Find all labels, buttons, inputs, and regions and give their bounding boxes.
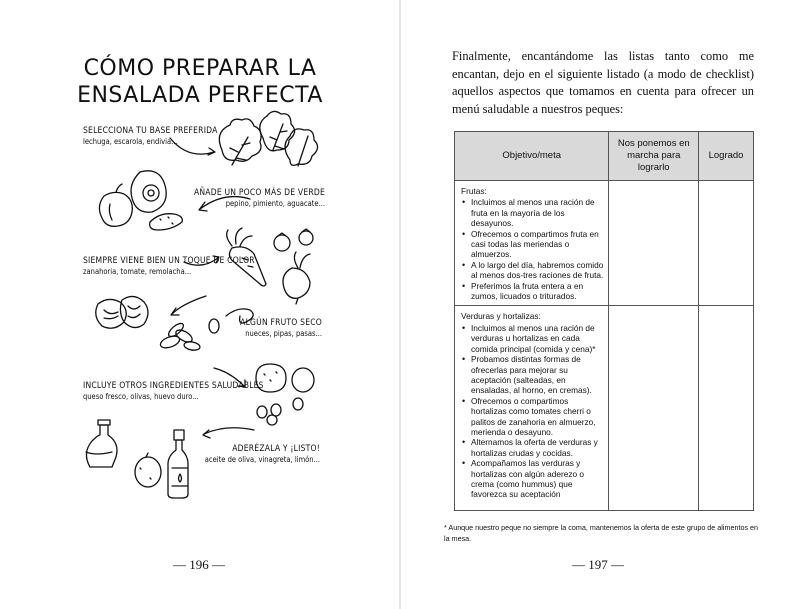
- lemon-icon: [135, 453, 161, 487]
- action-cell[interactable]: [609, 181, 699, 306]
- step-green: [194, 188, 325, 209]
- list-item: • Preferimos la fruta entera a en zumos, licuados o triturados.: [471, 281, 604, 302]
- step-detail: zanahoria, tomate, remolacha...: [83, 267, 192, 276]
- step-heading: ADERÉZALA Y ¡LISTO!: [232, 444, 320, 454]
- step-detail: lechuga, escarola, endivia...: [83, 137, 178, 146]
- goal-cell: [455, 306, 609, 511]
- list-item: • Alternamos la oferta de verduras y hortalizas crudas y cocidas.: [471, 437, 604, 458]
- step-heading: INCLUYE OTROS INGREDIENTES SALUDABLES: [83, 381, 264, 391]
- list-item: • Ofrecemos o compartimos fruta en casi todas las meriendas o almuerzos.: [471, 229, 604, 260]
- category-label: Verduras y hortalizas:: [461, 311, 541, 322]
- table-header-row: [455, 132, 754, 181]
- walnut-icon: [96, 296, 148, 328]
- right-page: [400, 0, 800, 609]
- list-item: • Incluimos al menos una ración de fruta en la mayoría de los desayunos.: [471, 197, 604, 228]
- list-item: • A lo largo del día, habremos comido al menos dos-tres raciones de fruta.: [471, 260, 604, 281]
- list-item: • Incluimos al menos una ración de verduras u hortalizas en cada comida principal (comida y cena)*: [471, 323, 604, 354]
- list-item: • Acompañamos las verduras y hortalizas con algún aderezo o crema (como hummus) que favorezca su aceptación: [471, 458, 604, 500]
- seeds-icon: [159, 319, 219, 351]
- table-row: [455, 306, 754, 511]
- step-heading: ALGÚN FRUTO SECO: [240, 318, 322, 328]
- goal-list: [461, 323, 604, 500]
- cucumber-icon: [150, 214, 183, 230]
- oil-bottle-icon: [168, 430, 188, 498]
- step-dressing: [205, 444, 320, 465]
- step-detail: aceite de oliva, vinagreta, limón...: [204, 455, 320, 464]
- goal-list: [461, 197, 604, 301]
- table-row: [455, 181, 754, 306]
- tomato-icon: [274, 229, 313, 251]
- step-detail: pepino, pimiento, aguacate...: [225, 199, 325, 208]
- list-item: • Probamos distintas formas de ofrecerlas para mejorar su aceptación (salteadas, en ensaladas, al horno, en cremas).: [471, 354, 604, 396]
- pepper-icon: [99, 184, 132, 226]
- step-detail: queso fresco, olivas, huevo duro...: [83, 392, 199, 401]
- list-item: • Ofrecemos o compartimos hortalizas como tomates cherri o palitos de zanahoria en almuerzo, merienda o desayuno.: [471, 396, 604, 438]
- goal-cell: [455, 181, 609, 306]
- column-header: Logrado: [699, 132, 754, 181]
- achieved-cell[interactable]: [699, 181, 754, 306]
- intro-paragraph: Finalmente, encantándome las listas tanto como me encantan, dejo en el siguiente listado (a modo de checklist) aquellos aspectos que tomamos en cuenta para ofrecer un menú saludable a nuestros peques:: [452, 49, 754, 116]
- footnote: * Aunque nuestro peque no siempre la coma, mantenemos la oferta de este grupo de alimentos en la mesa.: [444, 523, 759, 543]
- column-header: Objetivo/meta: [455, 132, 609, 181]
- step-extras: [83, 381, 264, 402]
- beet-icon: [283, 252, 310, 304]
- page-number: — 197 —: [572, 557, 624, 572]
- category-label: Frutas:: [461, 186, 487, 196]
- step-color: [83, 256, 255, 277]
- vinegar-bottle-icon: [86, 420, 117, 467]
- step-heading: AÑADE UN POCO MÁS DE VERDE: [193, 188, 325, 198]
- title-line-1: CÓMO PREPARAR LA: [83, 56, 317, 81]
- avocado-icon: [131, 171, 166, 212]
- step-heading: SELECCIONA TU BASE PREFERIDA: [83, 126, 218, 136]
- achieved-cell[interactable]: [699, 306, 754, 511]
- step-nuts: [240, 318, 322, 339]
- title-line-2: ENSALADA PERFECTA: [77, 83, 323, 108]
- lettuce-icon: [219, 111, 317, 166]
- step-heading: SIEMPRE VIENE BIEN UN TOQUE DE COLOR: [83, 256, 255, 266]
- page-number: — 196 —: [173, 557, 225, 572]
- step-detail: nueces, pipas, pasas...: [245, 329, 322, 338]
- action-cell[interactable]: [609, 306, 699, 511]
- column-header: Nos ponemos en marcha para lograrlo: [609, 132, 699, 181]
- step-base: [83, 126, 218, 147]
- egg-icon: [292, 368, 314, 392]
- checklist-table: [454, 131, 754, 511]
- olives-icon: [257, 398, 303, 425]
